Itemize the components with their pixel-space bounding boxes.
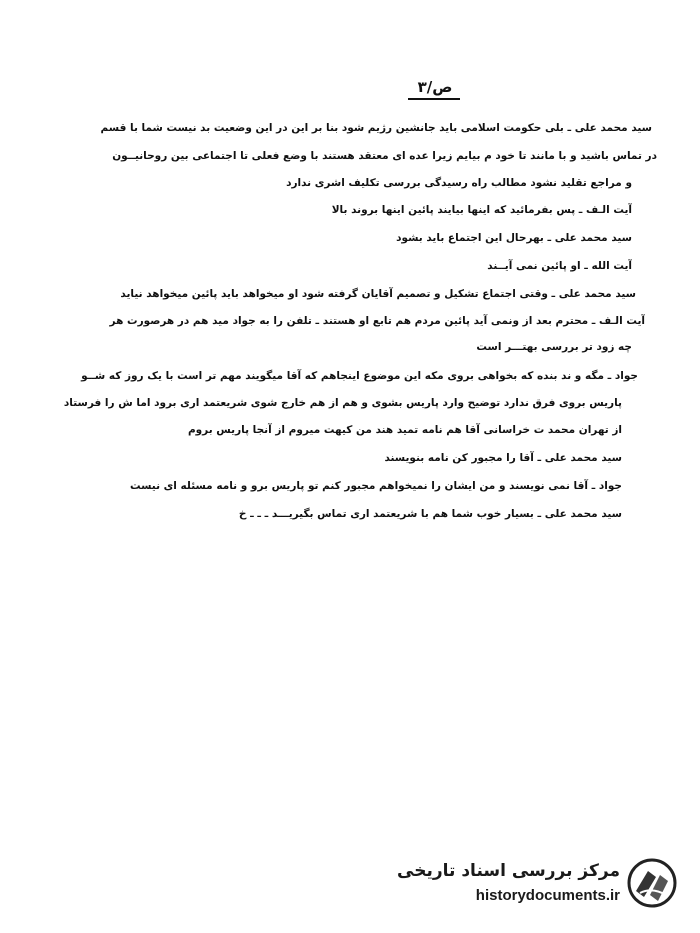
transcript-line: سید محمد علی ـ بسیار خوب شما هم با شریعتمد اری تماس بگیریـــد ـ ـ ـ خ xyxy=(238,508,622,520)
transcript-line: سید محمد علی ـ وقتی اجتماع تشکیل و تصمیم آقایان گرفته شود او میخواهد باید پائین میخواهد نیاید xyxy=(120,288,636,300)
page-number: ص/۳ xyxy=(417,78,453,96)
transcript-line: آیت الـف ـ محترم بعد از ونمی آید پائین مردم هم تابع او هستند ـ تلفن را به جواد مید هم در هرصورت هر xyxy=(109,315,645,327)
transcript-line: چه زود تر بررسی بهتـــر است xyxy=(476,341,632,353)
transcript-line: آیت الـف ـ پس بفرمائید که اینها بیایند پائین اینها بروند بالا xyxy=(331,204,632,216)
archive-logo-icon xyxy=(626,857,678,909)
transcript-line: سید محمد علی ـ بهرحال این اجتماع باید بشود xyxy=(396,232,632,244)
transcript-line: سید محمد علی ـ آقا را مجبور کن نامه بنویسند xyxy=(384,452,622,464)
transcript-line: از تهران محمد ت خراسانی آقا هم نامه تمید هند من کیهت میروم از آنجا پاریس بروم xyxy=(187,424,622,436)
transcript-line: آیت الله ـ او پائین نمی آیــند xyxy=(487,260,632,272)
watermark-url: historydocuments.ir xyxy=(475,887,620,904)
transcript-line: جواد ـ آقا نمی نویسند و من ایشان را نمیخواهم مجبور کنم تو پاریس برو و نامه مسئله ای نیست xyxy=(130,480,622,492)
page-number-underline xyxy=(408,98,460,100)
transcript-line: سید محمد علی ـ بلی حکومت اسلامی باید جانشین رژیم شود بنا بر این در این وضعیت بد نیست شما با قسم xyxy=(100,122,652,134)
transcript-line: پاریس بروی فرق ندارد توضیح وارد پاریس بشوی و هم از هم خارج شوی شریعتمد اری برود اما ش را فرستاد xyxy=(63,397,622,409)
transcript-line: جواد ـ مگه و ند بنده که بخواهی بروی مکه این موضوع اینجاهم که آقا میگویند مهم تر است با یک روز که شــو xyxy=(81,370,638,382)
watermark-title: مرکز بررسی اسناد تاریخی xyxy=(397,861,620,881)
transcript-line: در تماس باشید و با مانند تا خود م بیایم زیرا عده ای معتقد هستند با وضع فعلی تا اجتماعی بین روحانیــون xyxy=(112,150,657,162)
archive-watermark xyxy=(392,855,682,915)
transcript-line: و مراجع تقلید نشود مطالب راه رسیدگی بررسی تکلیف اشری ندارد xyxy=(286,177,632,189)
